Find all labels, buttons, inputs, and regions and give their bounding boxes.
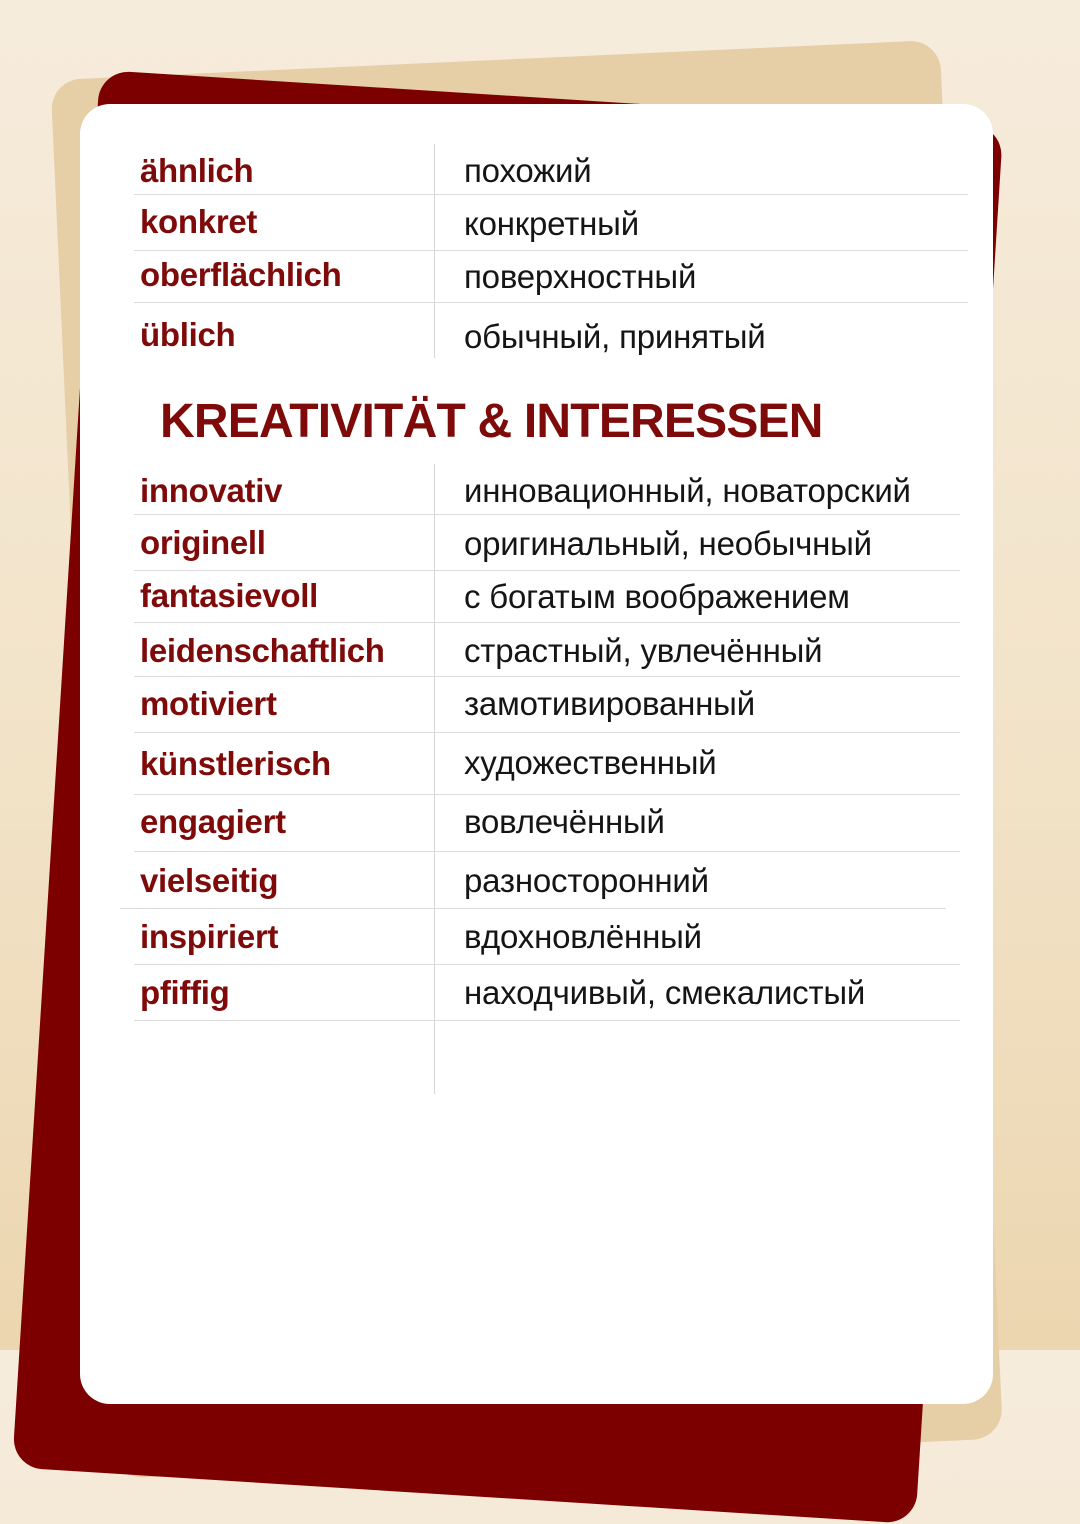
- row-divider: [134, 676, 960, 677]
- russian-translation: вовлечённый: [464, 803, 665, 840]
- row-divider: [134, 250, 968, 251]
- row-divider: [134, 964, 960, 965]
- row-divider: [134, 1020, 960, 1021]
- column-divider: [434, 144, 435, 358]
- german-word: leidenschaftlich: [140, 632, 385, 669]
- vocabulary-card: [80, 104, 993, 1404]
- row-divider: [134, 851, 960, 852]
- russian-translation: разносторонний: [464, 862, 709, 899]
- russian-translation: вдохновлённый: [464, 918, 702, 955]
- german-word: fantasievoll: [140, 577, 318, 614]
- section-title: KREATIVITÄT & INTERESSEN: [160, 395, 823, 448]
- german-word: innovativ: [140, 472, 283, 509]
- russian-translation: находчивый, смекалистый: [464, 974, 866, 1011]
- german-word: konkret: [140, 203, 258, 240]
- german-word: ähnlich: [140, 152, 254, 189]
- russian-translation: обычный, принятый: [464, 318, 766, 355]
- row-divider: [120, 908, 946, 909]
- column-divider: [434, 464, 435, 1094]
- row-divider: [134, 570, 960, 571]
- german-word: künstlerisch: [140, 745, 331, 782]
- russian-translation: художественный: [464, 744, 717, 781]
- german-word: oberflächlich: [140, 256, 342, 293]
- russian-translation: оригинальный, необычный: [464, 525, 872, 562]
- russian-translation: конкретный: [464, 205, 639, 242]
- german-word: engagiert: [140, 803, 286, 840]
- row-divider: [134, 194, 968, 195]
- row-divider: [134, 302, 968, 303]
- russian-translation: похожий: [464, 152, 592, 189]
- row-divider: [134, 732, 960, 733]
- russian-translation: страстный, увлечённый: [464, 632, 823, 669]
- german-word: inspiriert: [140, 918, 279, 955]
- row-divider: [134, 514, 960, 515]
- german-word: pfiffig: [140, 974, 230, 1011]
- russian-translation: с богатым воображением: [464, 578, 850, 615]
- russian-translation: замотивированный: [464, 685, 755, 722]
- german-word: üblich: [140, 316, 236, 353]
- row-divider: [134, 622, 960, 623]
- german-word: originell: [140, 524, 266, 561]
- russian-translation: поверхностный: [464, 258, 697, 295]
- german-word: motiviert: [140, 685, 277, 722]
- german-word: vielseitig: [140, 862, 279, 899]
- row-divider: [134, 794, 960, 795]
- russian-translation: инновационный, новаторский: [464, 472, 911, 509]
